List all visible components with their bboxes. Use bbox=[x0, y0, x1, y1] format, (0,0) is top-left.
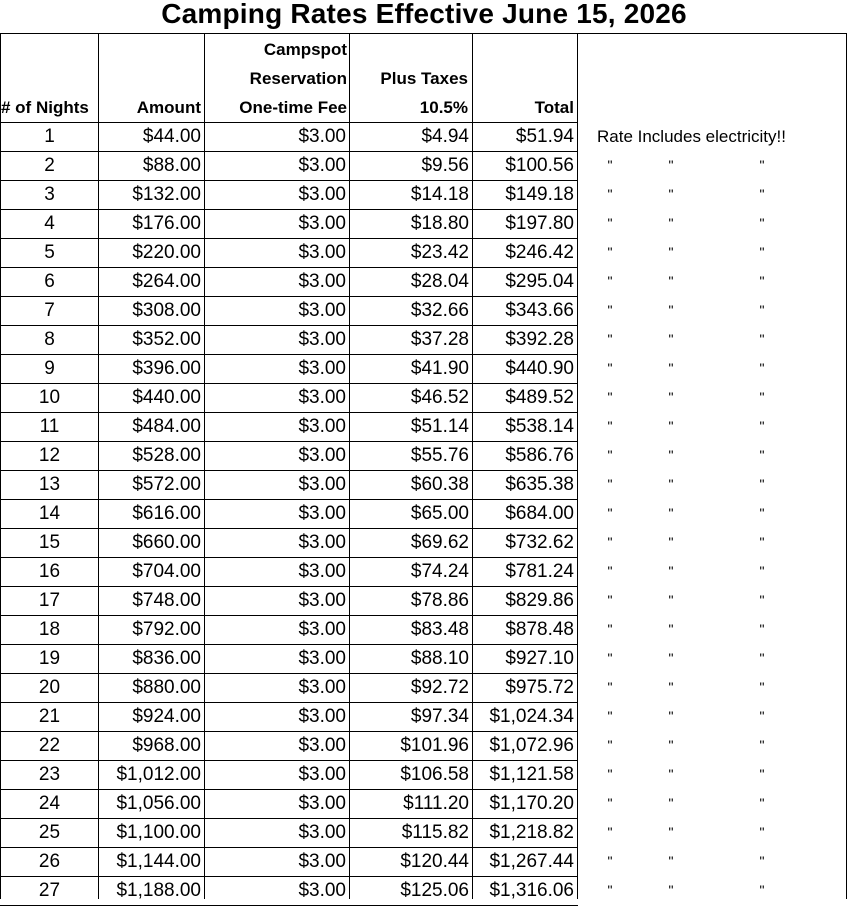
ditto-mark: " bbox=[759, 476, 765, 492]
table-row bbox=[0, 470, 848, 499]
cell-fee: $3.00 bbox=[298, 445, 346, 466]
ditto-mark: " bbox=[668, 650, 674, 666]
ditto-mark: " bbox=[607, 244, 613, 260]
ditto-mark: " bbox=[759, 389, 765, 405]
cell-total: $343.66 bbox=[505, 300, 574, 321]
table-row bbox=[0, 818, 848, 847]
ditto-mark: " bbox=[759, 650, 765, 666]
cell-amount: $264.00 bbox=[132, 271, 201, 292]
table-row bbox=[0, 499, 848, 528]
table-row bbox=[0, 876, 848, 905]
cell-tax: $111.20 bbox=[403, 793, 469, 814]
cell-fee: $3.00 bbox=[298, 242, 346, 263]
cell-amount: $968.00 bbox=[132, 735, 201, 756]
ditto-mark: " bbox=[759, 766, 765, 782]
cell-total: $489.52 bbox=[505, 387, 574, 408]
cell-total: $1,024.34 bbox=[489, 706, 574, 727]
cell-total: $440.90 bbox=[505, 358, 574, 379]
cell-tax: $83.48 bbox=[410, 619, 469, 640]
cell-amount: $484.00 bbox=[132, 416, 201, 437]
ditto-mark: " bbox=[668, 563, 674, 579]
table-row bbox=[0, 354, 848, 383]
cell-total: $975.72 bbox=[505, 677, 574, 698]
cell-total: $1,121.58 bbox=[489, 764, 574, 785]
grid-hline bbox=[0, 151, 578, 152]
cell-nights: 6 bbox=[44, 271, 55, 292]
grid-hline bbox=[0, 238, 578, 239]
cell-nights: 15 bbox=[38, 532, 61, 553]
cell-amount: $528.00 bbox=[132, 445, 201, 466]
header-fee-line2: Reservation bbox=[249, 69, 347, 88]
cell-nights: 7 bbox=[44, 300, 55, 321]
cell-amount: $1,100.00 bbox=[116, 822, 201, 843]
cell-fee: $3.00 bbox=[298, 619, 346, 640]
ditto-mark: " bbox=[668, 505, 674, 521]
cell-amount: $924.00 bbox=[132, 706, 201, 727]
ditto-mark: " bbox=[668, 824, 674, 840]
cell-tax: $4.94 bbox=[421, 126, 469, 147]
ditto-mark: " bbox=[759, 273, 765, 289]
ditto-mark: " bbox=[668, 157, 674, 173]
grid-hline bbox=[0, 557, 578, 558]
cell-nights: 21 bbox=[38, 706, 61, 727]
cell-nights: 25 bbox=[38, 822, 61, 843]
cell-fee: $3.00 bbox=[298, 213, 346, 234]
cell-fee: $3.00 bbox=[298, 300, 346, 321]
grid-hline bbox=[0, 325, 578, 326]
ditto-mark: " bbox=[607, 679, 613, 695]
cell-amount: $440.00 bbox=[132, 387, 201, 408]
grid-hline bbox=[0, 383, 578, 384]
grid-hline bbox=[0, 499, 578, 500]
grid-hline bbox=[0, 615, 578, 616]
grid-hline bbox=[0, 818, 578, 819]
cell-fee: $3.00 bbox=[298, 503, 346, 524]
table-row bbox=[0, 731, 848, 760]
cell-nights: 8 bbox=[44, 329, 55, 350]
grid-hline bbox=[0, 789, 578, 790]
header-tax-line2: 10.5% bbox=[419, 98, 468, 117]
ditto-mark: " bbox=[607, 331, 613, 347]
table-row bbox=[0, 528, 848, 557]
cell-fee: $3.00 bbox=[298, 271, 346, 292]
cell-fee: $3.00 bbox=[298, 648, 346, 669]
cell-amount: $616.00 bbox=[132, 503, 201, 524]
cell-fee: $3.00 bbox=[298, 735, 346, 756]
ditto-mark: " bbox=[668, 447, 674, 463]
cell-total: $1,072.96 bbox=[489, 735, 574, 756]
cell-tax: $60.38 bbox=[410, 474, 469, 495]
table-row bbox=[0, 180, 848, 209]
cell-nights: 16 bbox=[38, 561, 61, 582]
grid-hline bbox=[0, 441, 578, 442]
ditto-mark: " bbox=[759, 534, 765, 550]
ditto-mark: " bbox=[759, 592, 765, 608]
table-row bbox=[0, 673, 848, 702]
cell-total: $878.48 bbox=[505, 619, 574, 640]
cell-tax: $9.56 bbox=[421, 155, 469, 176]
table-row bbox=[0, 151, 848, 180]
ditto-mark: " bbox=[759, 563, 765, 579]
ditto-mark: " bbox=[607, 389, 613, 405]
ditto-mark: " bbox=[668, 389, 674, 405]
cell-tax: $46.52 bbox=[410, 387, 469, 408]
cell-nights: 22 bbox=[38, 735, 61, 756]
cell-tax: $14.18 bbox=[410, 184, 469, 205]
cell-amount: $88.00 bbox=[142, 155, 201, 176]
grid-hline bbox=[0, 586, 578, 587]
grid-hline bbox=[0, 209, 578, 210]
cell-nights: 5 bbox=[44, 242, 55, 263]
cell-tax: $74.24 bbox=[410, 561, 469, 582]
grid-hline bbox=[0, 122, 578, 123]
cell-total: $586.76 bbox=[505, 445, 574, 466]
cell-tax: $92.72 bbox=[410, 677, 469, 698]
cell-fee: $3.00 bbox=[298, 387, 346, 408]
cell-tax: $120.44 bbox=[400, 851, 469, 872]
cell-fee: $3.00 bbox=[298, 677, 346, 698]
ditto-mark: " bbox=[759, 882, 765, 898]
table-row bbox=[0, 789, 848, 818]
ditto-mark: " bbox=[607, 795, 613, 811]
ditto-mark: " bbox=[668, 795, 674, 811]
table-row bbox=[0, 325, 848, 354]
cell-fee: $3.00 bbox=[298, 822, 346, 843]
cell-fee: $3.00 bbox=[298, 706, 346, 727]
cell-fee: $3.00 bbox=[298, 764, 346, 785]
ditto-mark: " bbox=[759, 505, 765, 521]
grid-hline bbox=[0, 673, 578, 674]
ditto-mark: " bbox=[759, 621, 765, 637]
ditto-mark: " bbox=[607, 360, 613, 376]
cell-fee: $3.00 bbox=[298, 416, 346, 437]
ditto-mark: " bbox=[668, 215, 674, 231]
cell-tax: $18.80 bbox=[410, 213, 469, 234]
grid-hline bbox=[0, 412, 578, 413]
ditto-mark: " bbox=[759, 418, 765, 434]
cell-tax: $106.58 bbox=[400, 764, 469, 785]
cell-tax: $37.28 bbox=[410, 329, 469, 350]
ditto-mark: " bbox=[607, 418, 613, 434]
header-fee-line1: Campspot bbox=[263, 40, 347, 59]
cell-tax: $125.06 bbox=[400, 880, 469, 901]
cell-nights: 9 bbox=[44, 358, 55, 379]
ditto-mark: " bbox=[668, 679, 674, 695]
grid-hline bbox=[0, 702, 578, 703]
cell-tax: $115.82 bbox=[401, 822, 469, 843]
cell-total: $684.00 bbox=[505, 503, 574, 524]
ditto-mark: " bbox=[759, 302, 765, 318]
table-row bbox=[0, 702, 848, 731]
cell-tax: $51.14 bbox=[410, 416, 469, 437]
ditto-mark: " bbox=[668, 331, 674, 347]
ditto-mark: " bbox=[668, 737, 674, 753]
table-row bbox=[0, 586, 848, 615]
ditto-mark: " bbox=[668, 882, 674, 898]
ditto-mark: " bbox=[759, 737, 765, 753]
table-row bbox=[0, 383, 848, 412]
ditto-mark: " bbox=[759, 795, 765, 811]
cell-nights: 11 bbox=[39, 416, 60, 437]
cell-nights: 4 bbox=[44, 213, 55, 234]
cell-fee: $3.00 bbox=[298, 590, 346, 611]
cell-total: $100.56 bbox=[505, 155, 574, 176]
header-amount: Amount bbox=[136, 98, 201, 117]
grid-hline bbox=[0, 847, 578, 848]
table-row bbox=[0, 441, 848, 470]
ditto-mark: " bbox=[759, 679, 765, 695]
cell-total: $732.62 bbox=[505, 532, 574, 553]
grid-hline bbox=[0, 876, 578, 877]
cell-nights: 18 bbox=[38, 619, 61, 640]
table-row bbox=[0, 760, 848, 789]
cell-total: $392.28 bbox=[505, 329, 574, 350]
cell-tax: $23.42 bbox=[410, 242, 469, 263]
ditto-mark: " bbox=[607, 708, 613, 724]
ditto-mark: " bbox=[668, 853, 674, 869]
ditto-mark: " bbox=[668, 186, 674, 202]
cell-nights: 14 bbox=[38, 503, 61, 524]
cell-amount: $176.00 bbox=[132, 213, 201, 234]
cell-fee: $3.00 bbox=[298, 880, 346, 901]
ditto-mark: " bbox=[607, 302, 613, 318]
cell-amount: $352.00 bbox=[132, 329, 201, 350]
table-row bbox=[0, 238, 848, 267]
ditto-mark: " bbox=[668, 534, 674, 550]
ditto-mark: " bbox=[759, 360, 765, 376]
ditto-mark: " bbox=[668, 592, 674, 608]
cell-amount: $792.00 bbox=[132, 619, 201, 640]
ditto-mark: " bbox=[759, 157, 765, 173]
cell-amount: $132.00 bbox=[132, 184, 201, 205]
cell-amount: $572.00 bbox=[132, 474, 201, 495]
table-row bbox=[0, 644, 848, 673]
cell-amount: $704.00 bbox=[132, 561, 201, 582]
ditto-mark: " bbox=[607, 273, 613, 289]
cell-amount: $308.00 bbox=[132, 300, 201, 321]
cell-tax: $28.04 bbox=[410, 271, 469, 292]
table-row bbox=[0, 122, 848, 151]
cell-fee: $3.00 bbox=[298, 184, 346, 205]
header-nights: # of Nights bbox=[1, 98, 89, 117]
ditto-mark: " bbox=[607, 824, 613, 840]
cell-nights: 24 bbox=[38, 793, 61, 814]
cell-nights: 3 bbox=[44, 184, 55, 205]
cell-fee: $3.00 bbox=[298, 851, 346, 872]
cell-tax: $97.34 bbox=[410, 706, 469, 727]
cell-nights: 26 bbox=[38, 851, 61, 872]
ditto-mark: " bbox=[607, 592, 613, 608]
cell-amount: $220.00 bbox=[132, 242, 201, 263]
cell-total: $538.14 bbox=[505, 416, 574, 437]
cell-amount: $1,012.00 bbox=[116, 764, 201, 785]
cell-amount: $748.00 bbox=[132, 590, 201, 611]
cell-total: $781.24 bbox=[505, 561, 574, 582]
cell-tax: $32.66 bbox=[410, 300, 469, 321]
ditto-mark: " bbox=[759, 853, 765, 869]
grid-hline bbox=[0, 470, 578, 471]
ditto-mark: " bbox=[607, 534, 613, 550]
cell-fee: $3.00 bbox=[298, 793, 346, 814]
ditto-mark: " bbox=[759, 708, 765, 724]
cell-amount: $396.00 bbox=[132, 358, 201, 379]
ditto-mark: " bbox=[607, 447, 613, 463]
cell-fee: $3.00 bbox=[298, 474, 346, 495]
ditto-mark: " bbox=[759, 215, 765, 231]
grid-hline bbox=[0, 528, 578, 529]
ditto-mark: " bbox=[668, 708, 674, 724]
header-fee-line3: One-time Fee bbox=[239, 98, 347, 117]
cell-total: $1,267.44 bbox=[489, 851, 574, 872]
ditto-mark: " bbox=[607, 766, 613, 782]
grid-hline bbox=[0, 180, 578, 181]
ditto-mark: " bbox=[607, 476, 613, 492]
cell-fee: $3.00 bbox=[298, 155, 346, 176]
cell-nights: 13 bbox=[38, 474, 61, 495]
ditto-mark: " bbox=[607, 157, 613, 173]
ditto-mark: " bbox=[668, 476, 674, 492]
ditto-mark: " bbox=[668, 418, 674, 434]
cell-tax: $69.62 bbox=[410, 532, 469, 553]
cell-nights: 10 bbox=[38, 387, 61, 408]
ditto-mark: " bbox=[607, 215, 613, 231]
cell-nights: 23 bbox=[38, 764, 61, 785]
table-row bbox=[0, 412, 848, 441]
ditto-mark: " bbox=[668, 273, 674, 289]
ditto-mark: " bbox=[759, 244, 765, 260]
ditto-mark: " bbox=[607, 853, 613, 869]
cell-tax: $101.96 bbox=[400, 735, 469, 756]
cell-amount: $880.00 bbox=[132, 677, 201, 698]
table-row bbox=[0, 209, 848, 238]
cell-amount: $1,056.00 bbox=[116, 793, 201, 814]
ditto-mark: " bbox=[607, 505, 613, 521]
grid-hline bbox=[0, 760, 578, 761]
table-row bbox=[0, 847, 848, 876]
table-row bbox=[0, 557, 848, 586]
grid-hline bbox=[0, 267, 578, 268]
cell-amount: $1,188.00 bbox=[116, 880, 201, 901]
cell-amount: $1,144.00 bbox=[116, 851, 201, 872]
ditto-mark: " bbox=[668, 302, 674, 318]
cell-nights: 19 bbox=[38, 648, 61, 669]
cell-total: $149.18 bbox=[505, 184, 574, 205]
cell-total: $635.38 bbox=[505, 474, 574, 495]
cell-nights: 12 bbox=[38, 445, 61, 466]
grid-hline bbox=[0, 644, 578, 645]
cell-amount: $44.00 bbox=[142, 126, 201, 147]
grid-hline bbox=[0, 33, 847, 34]
ditto-mark: " bbox=[759, 824, 765, 840]
ditto-mark: " bbox=[607, 621, 613, 637]
ditto-mark: " bbox=[668, 360, 674, 376]
cell-fee: $3.00 bbox=[298, 329, 346, 350]
table-row bbox=[0, 615, 848, 644]
grid-hline bbox=[0, 354, 578, 355]
cell-nights: 27 bbox=[38, 880, 61, 901]
cell-fee: $3.00 bbox=[298, 126, 346, 147]
cell-total: $197.80 bbox=[505, 213, 574, 234]
cell-total: $51.94 bbox=[515, 126, 574, 147]
cell-total: $1,218.82 bbox=[489, 822, 574, 843]
cell-amount: $836.00 bbox=[132, 648, 201, 669]
ditto-mark: " bbox=[759, 447, 765, 463]
cell-nights: 2 bbox=[44, 155, 55, 176]
ditto-mark: " bbox=[759, 331, 765, 347]
ditto-mark: " bbox=[668, 621, 674, 637]
table-row bbox=[0, 296, 848, 325]
header-total: Total bbox=[534, 98, 574, 117]
cell-fee: $3.00 bbox=[298, 532, 346, 553]
ditto-mark: " bbox=[668, 766, 674, 782]
cell-total: $1,170.20 bbox=[489, 793, 574, 814]
cell-total: $295.04 bbox=[505, 271, 574, 292]
ditto-mark: " bbox=[668, 244, 674, 260]
ditto-mark: " bbox=[607, 737, 613, 753]
ditto-mark: " bbox=[759, 186, 765, 202]
cell-amount: $660.00 bbox=[132, 532, 201, 553]
grid-hline bbox=[0, 731, 578, 732]
header-tax-line1: Plus Taxes bbox=[380, 69, 468, 88]
cell-tax: $41.90 bbox=[410, 358, 469, 379]
cell-nights: 17 bbox=[38, 590, 61, 611]
cell-tax: $65.00 bbox=[410, 503, 469, 524]
cell-total: $829.86 bbox=[505, 590, 574, 611]
cell-fee: $3.00 bbox=[298, 358, 346, 379]
cell-total: $927.10 bbox=[505, 648, 574, 669]
cell-total: $246.42 bbox=[505, 242, 574, 263]
ditto-mark: " bbox=[607, 882, 613, 898]
ditto-mark: " bbox=[607, 650, 613, 666]
ditto-mark: " bbox=[607, 186, 613, 202]
electricity-note: Rate Includes electricity!! bbox=[597, 127, 786, 146]
cell-tax: $78.86 bbox=[410, 590, 469, 611]
cell-fee: $3.00 bbox=[298, 561, 346, 582]
cell-total: $1,316.06 bbox=[489, 880, 574, 901]
cell-tax: $88.10 bbox=[410, 648, 469, 669]
table-row bbox=[0, 267, 848, 296]
page-title: Camping Rates Effective June 15, 2026 bbox=[161, 0, 687, 29]
cell-nights: 1 bbox=[44, 126, 55, 147]
cell-nights: 20 bbox=[38, 677, 61, 698]
ditto-mark: " bbox=[607, 563, 613, 579]
grid-hline bbox=[0, 296, 578, 297]
cell-tax: $55.76 bbox=[410, 445, 469, 466]
